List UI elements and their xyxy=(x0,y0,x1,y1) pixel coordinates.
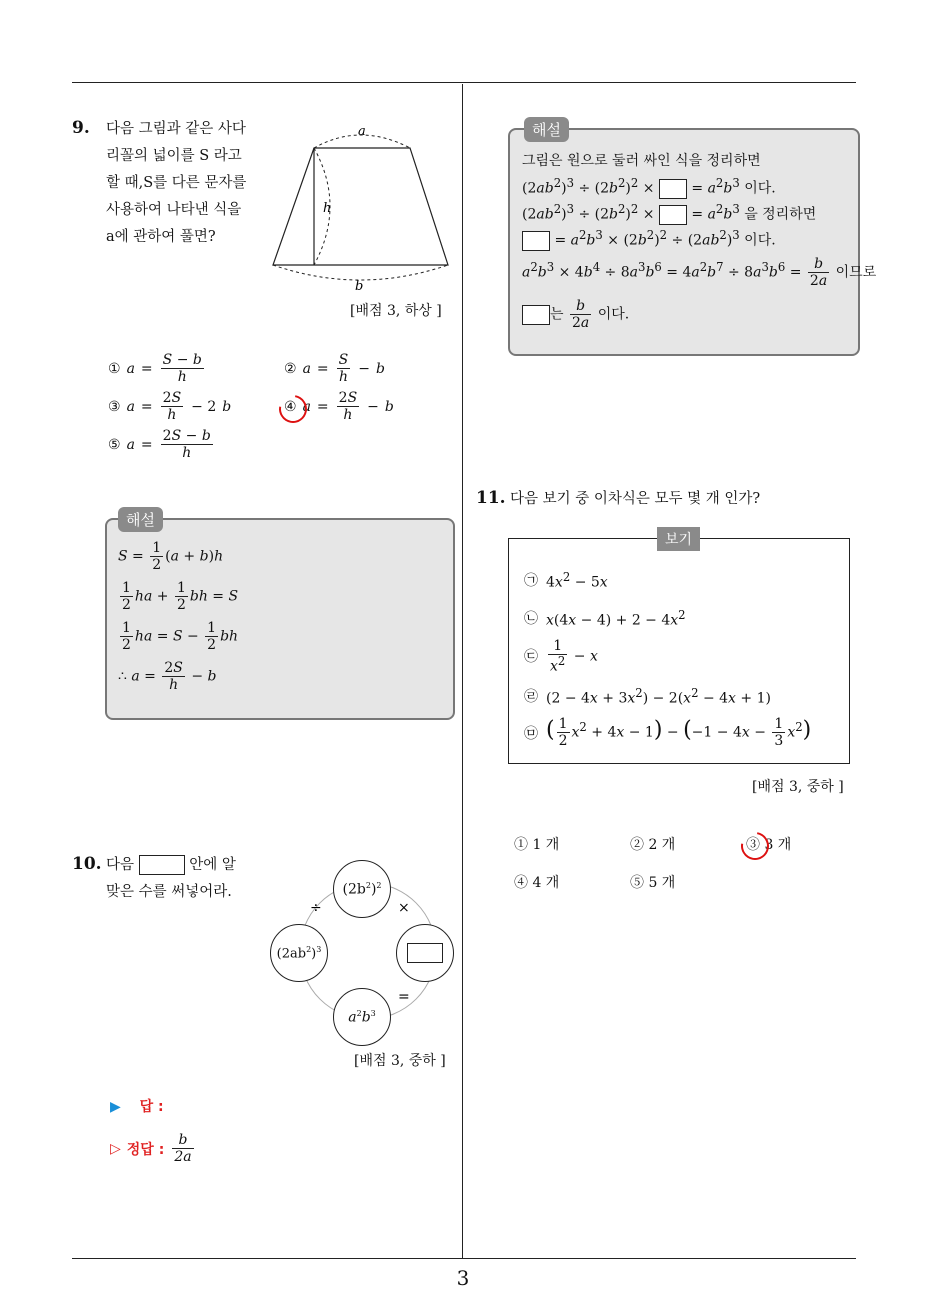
q9-solution-tag: 해설 xyxy=(118,507,163,532)
q11-option-5[interactable]: ⑤ 5 개 xyxy=(630,875,676,891)
fig-label-h: h xyxy=(323,201,332,216)
node-top: $(2b^2)^2$ xyxy=(333,860,391,918)
trapezoid-shape xyxy=(273,148,448,265)
bogi-item-1: ㉠ $4x^2 - 5x$ xyxy=(524,570,608,591)
node-bottom: $a^2b^3$ xyxy=(333,988,391,1046)
fig-label-b: b xyxy=(355,279,364,294)
q9-option-4[interactable]: ④ a = $\frac{2S}{h}$ − b xyxy=(284,390,394,424)
page-number: 3 xyxy=(456,1266,470,1290)
correct-label: 정답 : xyxy=(126,1141,165,1158)
correct-arrow-icon: ▷ xyxy=(110,1140,121,1157)
q11-option-1[interactable]: ① 1 개 xyxy=(514,837,560,853)
answer-blank-box xyxy=(139,855,185,875)
correct-answer-value: $\frac{b}{2a}$ xyxy=(174,1132,192,1166)
correct-answer-ring xyxy=(736,827,775,866)
bottom-rule xyxy=(72,1258,856,1259)
q9-line: 리꼴의 넓이를 S 라고 xyxy=(106,148,242,164)
q10-number: 10. xyxy=(72,854,102,874)
q10-sol-line-4: = $a^2b^3 \times (2b^2)^2 \div (2ab^2)^3$ 이다. xyxy=(522,228,776,251)
q9-line: a에 관하여 풀면? xyxy=(106,229,216,245)
q9-score: [배점 3, 하상 ] xyxy=(350,303,442,319)
q11-option-2[interactable]: ② 2 개 xyxy=(630,837,676,853)
answer-row xyxy=(110,1096,164,1116)
node-left: $(2ab^2)^3$ xyxy=(270,924,328,982)
node-right-blank xyxy=(396,924,454,982)
answer-arrow-icon: ▶ xyxy=(110,1099,121,1115)
q9-option-2[interactable]: ② a = $\frac{S}{h}$ − b xyxy=(284,352,385,386)
op-multiply: × xyxy=(398,900,410,916)
q10-score: [배점 3, 중하 ] xyxy=(354,1053,446,1069)
q10-sol-line-3: $(2ab^2)^3 \div (2b^2)^2$ × = $a^2b^3$ 을 정리하면 xyxy=(522,202,817,223)
q9-line: 다음 그림과 같은 사다 xyxy=(106,121,246,137)
correct-answer-row xyxy=(110,1132,196,1165)
q9-option-3[interactable]: ③ a = $\frac{2S}{h}$ − 2 b xyxy=(108,390,232,424)
q11-text: 다음 보기 중 이차식은 모두 몇 개 인가? xyxy=(510,491,761,507)
q11-score: [배점 3, 중하 ] xyxy=(752,779,844,795)
q9-sol-line-2: $\frac{1}{2}$ ha + $\frac{1}{2}$ bh = S xyxy=(122,580,239,614)
q9-text xyxy=(106,116,266,251)
bogi-tag: 보기 xyxy=(657,527,700,551)
q9-number: 9. xyxy=(72,118,90,138)
bogi-item-3: ㉢ $\frac{1}{x^2}$ − x xyxy=(524,638,598,675)
column-divider xyxy=(462,84,463,1258)
q10-text-line2: 맞은 수를 써넣어라. xyxy=(106,884,232,900)
bogi-item-5: ㉤ ( $\frac{1}{2}$ $x^2 + 4x - 1) - (-1 - 4x$ − $\frac{1}{3}$ $x^2$) xyxy=(524,716,812,750)
q9-option-1[interactable]: ① a = $\frac{S - b}{h}$ xyxy=(108,352,202,386)
node-blank-box xyxy=(407,943,443,963)
q9-sol-line-3: $\frac{1}{2}$ ha = S − $\frac{1}{2}$ bh xyxy=(122,620,239,654)
q9-sol-line-4: ∴ a = $\frac{2S}{h}$ − b xyxy=(118,660,217,694)
q10-text: 다음 안에 알 xyxy=(106,857,236,873)
q10-sol-line-2: $(2ab^2)^3 \div (2b^2)^2$ × = $a^2b^3$ 이다. xyxy=(522,176,776,197)
q10-sol-line-5: $a^2b^3 \times 4b^4 \div 8a^3b^6 = 4a^2b^7 \div 8a^3b^6$ = $\frac{b}{2a}$ 이므로 xyxy=(522,256,877,290)
answer-label: 답 : xyxy=(139,1099,164,1115)
trapezoid-figure xyxy=(268,120,458,295)
top-rule xyxy=(72,82,856,83)
q9-line: 할 때,S를 다른 문자를 xyxy=(106,175,247,191)
q10-sol-line-6: 는 $\frac{b}{2a}$ 이다. xyxy=(522,298,629,331)
bogi-item-2: ㉡ $x(4x - 4) + 2 - 4x^2$ xyxy=(524,608,686,629)
q9-sol-line-1: S = $\frac{1}{2}$ (a + b)h xyxy=(118,540,224,574)
op-equals: = xyxy=(398,989,410,1005)
q10-sol-line-1: 그림은 원으로 둘러 싸인 식을 정리하면 xyxy=(522,153,761,169)
q9-option-5[interactable]: ⑤ a = $\frac{2S - b}{h}$ xyxy=(108,428,211,462)
q9-line: 사용하여 나타낸 식을 xyxy=(106,202,242,218)
op-divide: ÷ xyxy=(310,900,322,916)
q10-solution-tag: 해설 xyxy=(524,117,569,142)
q11-option-4[interactable]: ④ 4 개 xyxy=(514,875,560,891)
bogi-item-4: ㉣ $(2 - 4x + 3x^2) - 2(x^2 - 4x + 1)$ xyxy=(524,686,771,707)
q11-option-3[interactable]: ③ 3 개 xyxy=(746,837,792,853)
q11-number: 11. xyxy=(476,488,506,508)
fig-label-a: a xyxy=(358,124,366,139)
